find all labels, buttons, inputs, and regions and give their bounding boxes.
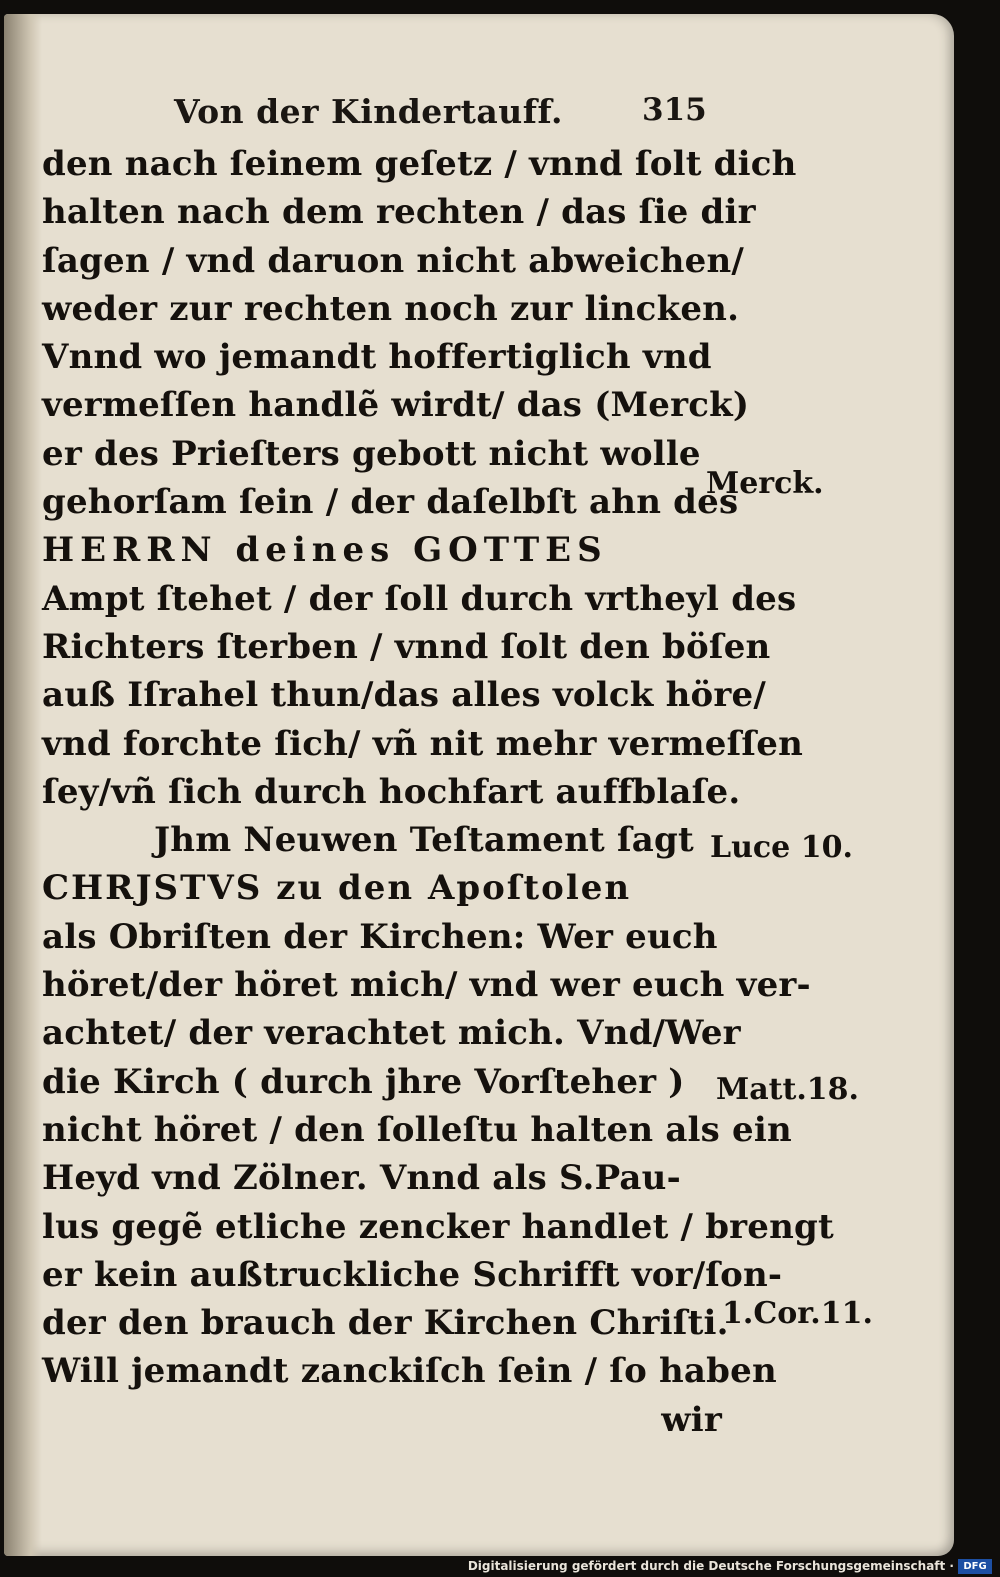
text-line: höret/der höret mich/ vnd wer euch ver-	[42, 965, 811, 1006]
text-line: Heyd vnd Zölner. Vnnd als S.Pau-	[42, 1158, 681, 1199]
book-page	[4, 14, 954, 1556]
text-line: weder zur rechten noch zur lincken.	[42, 288, 740, 329]
text-line: Will jemandt zanckiſch ſein / ſo haben	[42, 1351, 777, 1392]
text-line: HERRN deines GOTTES	[42, 530, 608, 571]
page-gutter-shadow	[4, 14, 42, 1556]
text-line: auß Iſrahel thun/das alles volck höre/	[42, 675, 766, 716]
text-line: Ampt ſtehet / der ſoll durch vrtheyl des	[42, 578, 797, 619]
text-line: nicht höret / den ſolleſtu halten als ein	[42, 1109, 792, 1150]
margin-note: Matt.18.	[716, 1072, 859, 1107]
text-line: als Obriſten der Kirchen: Wer euch	[42, 916, 718, 957]
text-line: der den brauch der Kirchen Chriſti.	[42, 1303, 729, 1344]
funding-credit: Digitalisierung gefördert durch die Deutsche Forschungsgemeinschaft ·	[467, 1559, 954, 1573]
margin-note: Merck.	[706, 466, 824, 501]
text-line: vermeſſen handlẽ wirdt/ das (Merck)	[42, 385, 750, 426]
margin-note: Luce 10.	[710, 830, 853, 865]
text-line: Richters ſterben / vnnd ſolt den böſen	[42, 626, 771, 667]
margin-note: 1.Cor.11.	[722, 1296, 873, 1331]
running-head-title: Von der Kindertauff.	[174, 92, 564, 131]
running-head	[4, 92, 954, 138]
text-line: den nach ſeinem geſetz / vnnd ſolt dich	[42, 144, 797, 184]
text-line: Jhm Neuwen Teſtament ſagt	[154, 820, 694, 861]
dfg-logo: DFG	[958, 1559, 992, 1574]
text-line: achtet/ der verachtet mich. Vnd/Wer	[42, 1013, 741, 1054]
text-line: vnd forchte ſich/ vñ nit mehr vermeſſen	[42, 723, 803, 764]
footer-credit	[467, 1557, 1000, 1577]
text-line: die Kirch ( durch jhre Vorſteher )	[42, 1061, 685, 1102]
text-line: CHRJSTVS zu den Apoſtolen	[42, 868, 632, 909]
page-number: 315	[642, 92, 707, 128]
text-line: ſagen / vnd daruon nicht abweichen/	[42, 240, 745, 281]
text-line: Vnnd wo jemandt hoffertiglich vnd	[42, 337, 712, 378]
text-line: er des Prieſters gebott nicht wolle	[42, 433, 701, 474]
text-line: gehorſam ſein / der daſelbſt ahn des	[42, 482, 739, 523]
catchword: wir	[661, 1399, 722, 1440]
text-line: lus gegẽ etliche zencker handlet / brengt	[42, 1206, 834, 1247]
text-line: ſey/vñ ſich durch hochfart auffblaſe.	[42, 771, 741, 812]
text-line: er kein außtruckliche Schrifft vor/ſon-	[42, 1254, 783, 1295]
text-line: halten nach dem rechten / das ſie dir	[42, 192, 756, 233]
